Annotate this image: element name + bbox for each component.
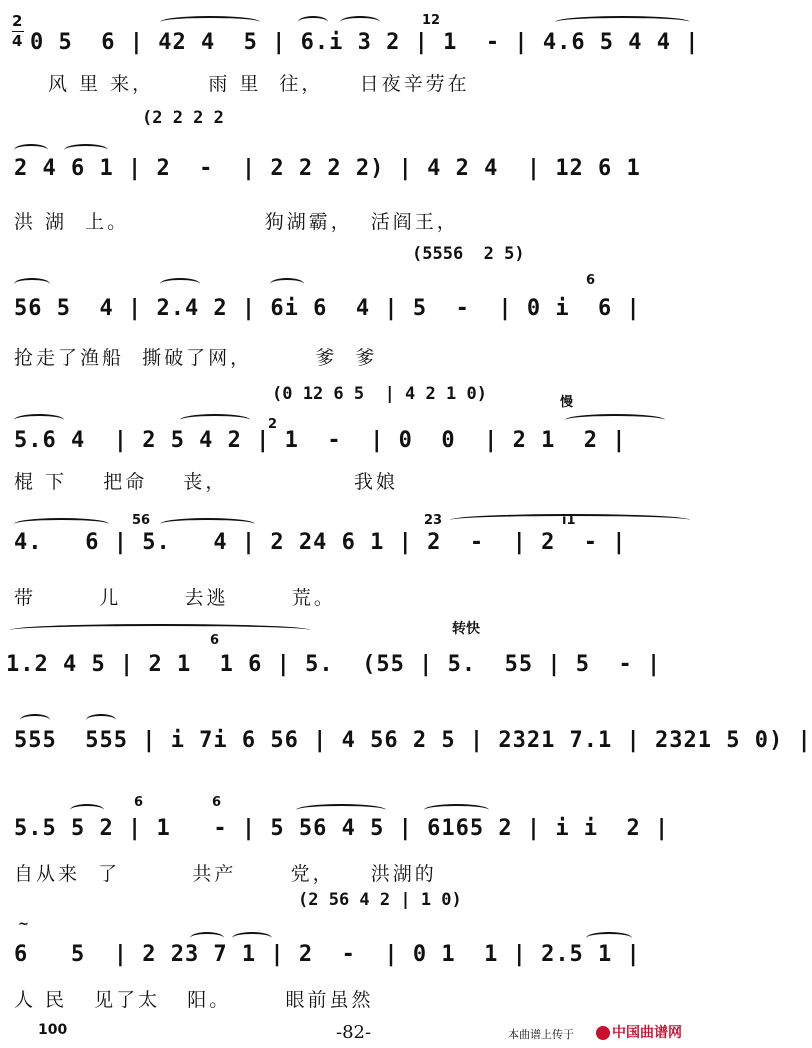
instrumental-interlude: (2 2 2 2 [142, 108, 224, 128]
notation-line: 6 5 | 2 23 7 1 | 2 - | 0 1 1 | 2.5 1 | [14, 942, 641, 967]
slur-mark [424, 804, 489, 816]
tempo-mark: 转快 [452, 621, 480, 637]
score-system-4 [0, 374, 700, 500]
score-system-5 [0, 504, 700, 614]
slur-mark [14, 518, 109, 530]
lyric-line: 风 里 来， 雨 里 往， 日夜辛劳在 [48, 73, 470, 95]
site-name: 中国曲谱网 [612, 1025, 682, 1041]
slur-mark [298, 16, 328, 28]
score-system-1 [0, 12, 700, 98]
slur-mark [10, 624, 310, 636]
slur-mark [270, 278, 304, 290]
ornament-mark: ~ [18, 917, 29, 932]
grace-note: i1 [562, 513, 576, 528]
grace-note: 2 [268, 417, 278, 432]
slur-mark [70, 804, 104, 816]
notation-line: 5.5 5 2 | 1 - | 5 56 4 5 | 6165 2 | i i 2 | [14, 816, 670, 841]
score-system-7 [0, 700, 812, 786]
slur-mark [296, 804, 386, 816]
slur-mark [160, 16, 260, 28]
notation-line: 555 555 | i 7i 6 56 | 4 56 2 5 | 2321 7.1 | 2321 5 0) | [14, 728, 812, 753]
slur-mark [160, 518, 255, 530]
slur-mark [340, 16, 380, 28]
instrumental-interlude: (5556 2 5) [412, 244, 525, 264]
slur-mark [555, 16, 690, 28]
grace-note: 12 [422, 13, 441, 28]
slur-mark [86, 714, 116, 726]
upload-note: 本曲谱上传于 [508, 1028, 574, 1041]
slur-mark [20, 714, 50, 726]
slur-mark [565, 414, 665, 426]
notation-line: 5.6 4 | 2 5 4 2 | 1 - | 0 0 | 2 1 2 | [14, 428, 627, 453]
notation-line: 56 5 4 | 2.4 2 | 6i 6 4 | 5 - | 0 i 6 | [14, 296, 641, 321]
grace-note: 6 [586, 273, 596, 288]
lyric-line: 带 儿 去逃 荒。 [14, 587, 336, 609]
site-logo-icon [596, 1026, 610, 1040]
slur-mark [450, 514, 690, 526]
slur-mark [160, 278, 200, 290]
lyric-line: 棍 下 把命 丧， 我娘 [14, 471, 398, 493]
notation-line: 4. 6 | 5. 4 | 2 24 6 1 | 2 - | 2 - | [14, 530, 627, 555]
instrumental-interlude: (2 56 4 2 | 1 0) [298, 890, 462, 910]
score-system-2 [0, 108, 700, 233]
slur-mark [14, 414, 64, 426]
lyric-line: 抢走了渔船 撕破了网， 爹 爹 [14, 347, 378, 369]
tempo-mark: 慢 [560, 395, 574, 410]
grace-note: 6 [212, 795, 222, 810]
slur-mark [180, 414, 250, 426]
grace-note: 23 [424, 513, 443, 528]
notation-line: 2 4 6 1 | 2 - | 2 2 2 2) | 4 2 4 | 12 6 1 [14, 156, 641, 181]
grace-note: 56 [132, 513, 151, 528]
grace-note: 6 [210, 633, 220, 648]
site-logo [596, 1022, 682, 1042]
page-fragment: 100 [38, 1022, 68, 1038]
instrumental-interlude: (0 12 6 5 | 4 2 1 0) [272, 384, 487, 404]
time-signature-top: 2 [12, 12, 23, 30]
time-signature-bottom: 4 [12, 32, 23, 50]
lyric-line: 人 民 见了太 阳。 眼前虽然 [14, 989, 374, 1011]
score-system-6 [0, 614, 700, 698]
notation-line: 0 5 6 | 42 4 5 | 6.i 3 2 | 1 - | 4.6 5 4 4 | [30, 30, 700, 55]
lyric-line: 自从来 了 共产 党， 洪湖的 [14, 863, 437, 885]
page-number: -82- [336, 1022, 372, 1043]
notation-line: 1.2 4 5 | 2 1 1 6 | 5. (55 | 5. 55 | 5 - | [6, 652, 662, 677]
slur-mark [14, 144, 48, 156]
lyric-line: 洪 湖 上。 狗湖霸， 活阎王， [14, 211, 459, 233]
slur-mark [14, 278, 50, 290]
grace-note: 6 [134, 795, 144, 810]
score-system-8 [0, 790, 700, 886]
slur-mark [64, 144, 108, 156]
score-system-9 [0, 884, 700, 1012]
score-system-3 [0, 244, 700, 369]
